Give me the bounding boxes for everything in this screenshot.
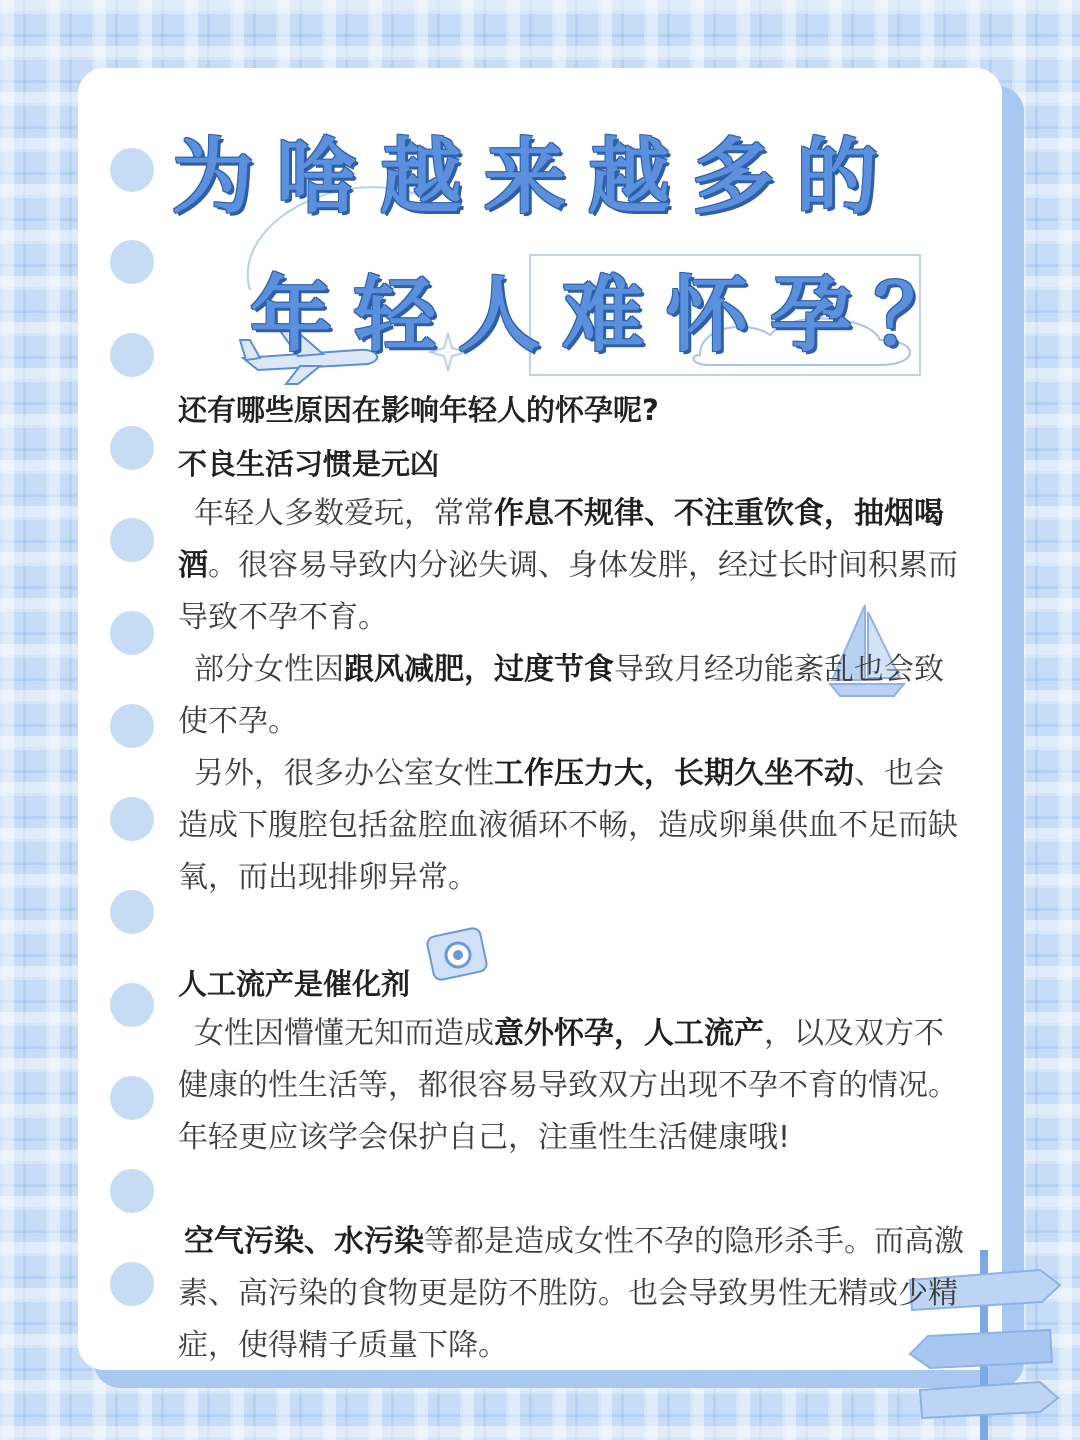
section2-paragraph2 (178, 1216, 964, 1372)
page-title-line1: 为啥越来越多的 (172, 130, 901, 225)
binder-hole (110, 1169, 154, 1213)
page-title-line2: 年轻人难怀孕？ (250, 268, 979, 363)
section1-paragraph2 (178, 644, 964, 748)
paragraph-emphasis: 空气污染、水污染 (184, 1224, 424, 1259)
binder-hole (110, 148, 154, 192)
binder-hole (110, 890, 154, 934)
binder-hole (110, 426, 154, 470)
paragraph-emphasis: 工作压力大，长期久坐不动 (494, 756, 854, 791)
binder-hole (110, 983, 154, 1027)
paragraph-text: 导致月经功能紊乱也会致使不孕。 (178, 652, 944, 739)
paragraph-emphasis: 作息不规律、不注重饮食，抽烟喝酒 (178, 496, 944, 583)
binder-hole (110, 333, 154, 377)
paragraph-text: 。很容易导致内分泌失调、身体发胖，经过长时间积累而导致不孕不育。 (178, 548, 958, 635)
paragraph-text: ，以及双方不健康的性生活等，都很容易导致双方出现不孕不育的情况。年轻更应该学会保护自己，注重性生活健康哦! (178, 1016, 958, 1155)
paragraph-text: 等都是造成女性不孕的隐形杀手。而高激素、高污染的食物更是防不胜防。也会导致男性无精或少精症，使得精子质量下降。 (178, 1224, 964, 1363)
binder-hole (110, 704, 154, 748)
camera-icon (424, 918, 490, 984)
paragraph-emphasis: 跟风减肥，过度节食 (344, 652, 614, 687)
section2-heading: 人工流产是催化剂 (178, 967, 411, 1001)
paragraph-text: 年轻人多数爱玩，常常 (194, 496, 494, 531)
binder-hole (110, 240, 154, 284)
paragraph-emphasis: 意外怀孕，人工流产 (494, 1016, 764, 1051)
paragraph-text: 部分女性因 (194, 652, 344, 687)
binder-hole (110, 1076, 154, 1120)
paragraph-text: 、也会造成下腹腔包括盆腔血液循环不畅，造成卵巢供血不足而缺氧，而出现排卵异常。 (178, 756, 958, 895)
binder-hole (110, 518, 154, 562)
section1-paragraph3 (178, 748, 964, 904)
binder-hole (110, 611, 154, 655)
intro-question: 还有哪些原因在影响年轻人的怀孕呢? (178, 393, 659, 427)
paragraph-text: 女性因懵懂无知而造成 (194, 1016, 494, 1051)
section1-paragraph1 (178, 488, 964, 644)
binder-hole (110, 797, 154, 841)
binder-hole (110, 1262, 154, 1306)
paragraph-text: 另外，很多办公室女性 (194, 756, 494, 791)
section2-paragraph1 (178, 1008, 964, 1164)
section1-heading: 不良生活习惯是元凶 (178, 447, 440, 481)
